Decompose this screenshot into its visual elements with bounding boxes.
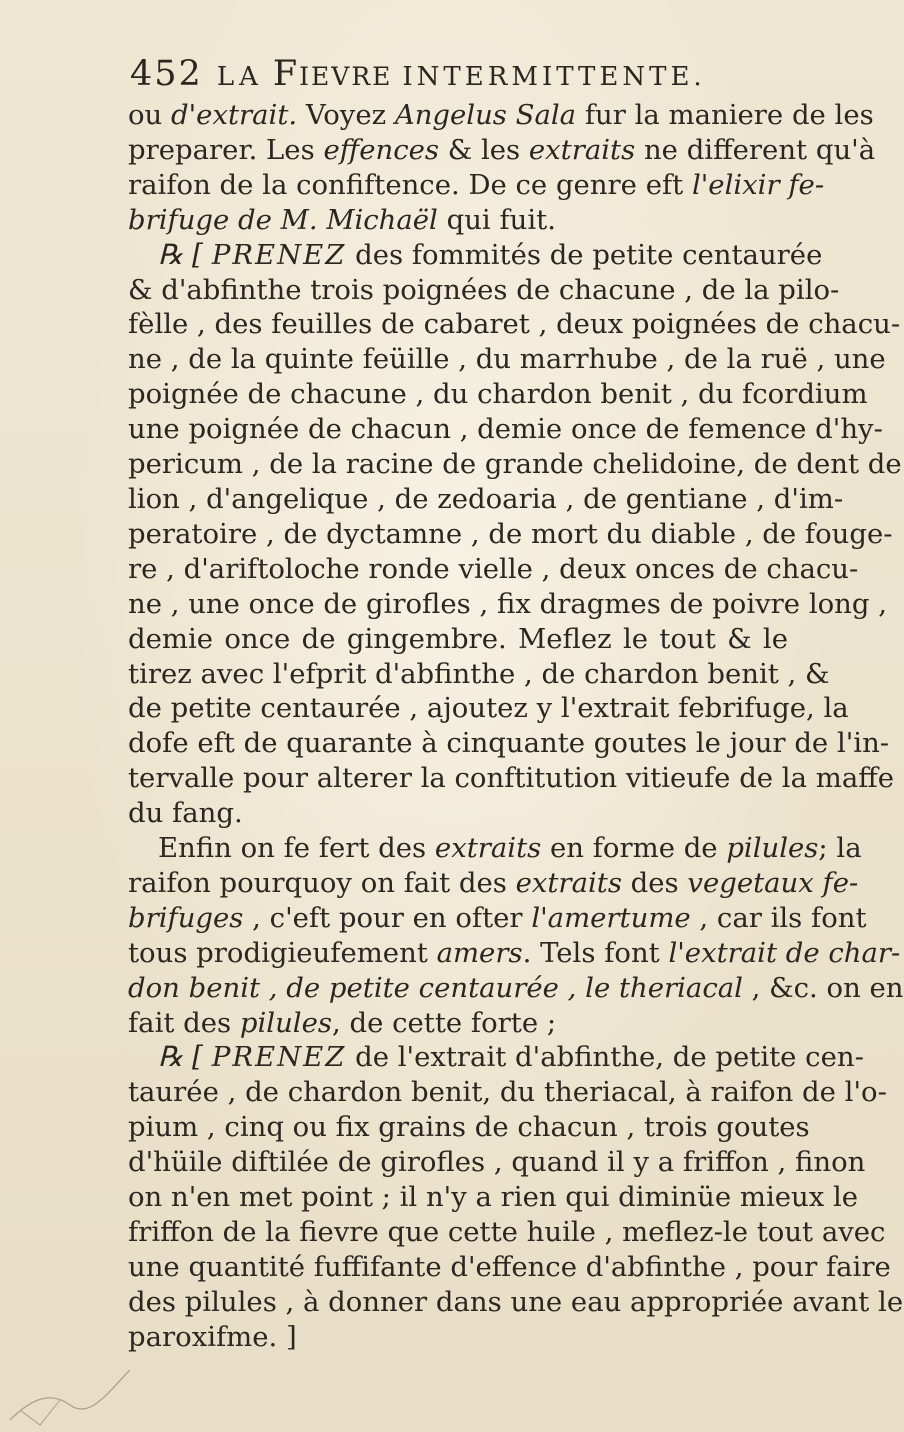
text-line: poignée de chacune , du chardon benit , du fcordium	[128, 378, 868, 411]
text-span-italic: vegetaux fe-	[687, 866, 859, 899]
text-span: des	[621, 866, 688, 899]
text-line	[128, 971, 904, 1006]
text-span-italic: pilules	[239, 1006, 332, 1039]
text-span: Enfin on fe fert des	[158, 832, 435, 865]
text-line	[128, 237, 823, 273]
text-span: , &c. on en	[742, 971, 904, 1004]
text-span: tous prodigieufement	[128, 936, 437, 969]
text-span-italic: don benit , de petite centaurée , le theriacal	[128, 971, 743, 1004]
text-line: une quantité fuffifante d'effence d'abfinthe , pour faire	[128, 1250, 891, 1283]
text-line: lion , d'angelique , de zedoaria , de gentiane , d'im-	[128, 482, 844, 515]
pencil-scribble-mark	[0, 1330, 140, 1430]
running-head	[130, 54, 750, 94]
running-head-intermittente: INTERMITTENTE.	[402, 62, 706, 92]
text-span-italic: l'amertume	[531, 901, 691, 934]
text-line: demie once de gingembre. Meflez le tout & le	[128, 622, 788, 655]
text-span: raifon de la confiftence. De ce genre eft	[128, 168, 692, 201]
recipe-symbol: ℞ [	[158, 1040, 212, 1074]
text-line	[128, 1006, 788, 1041]
text-span: preparer. Les	[128, 133, 324, 166]
text-line: friffon de la fievre que cette huile , meflez-le tout avec	[128, 1216, 886, 1248]
text-line: tervalle pour alterer la conftitution vitieufe de la maffe	[128, 762, 895, 795]
text-span-italic: extraits	[434, 832, 542, 865]
text-line	[128, 1040, 864, 1075]
text-line: paroxifme. ]	[128, 1320, 297, 1353]
text-span: ou	[128, 99, 172, 131]
text-span: de l'extrait d'abfinthe, de petite cen-	[346, 1041, 864, 1074]
text-span: ne different qu'à	[635, 133, 876, 166]
text-span: fur la maniere de les	[576, 99, 874, 131]
text-span: raifon pourquoy on fait des	[128, 866, 516, 899]
text-span-italic: l'elixir fe-	[691, 168, 825, 201]
text-span-italic: PRENEZ	[211, 238, 347, 271]
text-line	[128, 831, 862, 866]
text-span-italic: pilules	[726, 832, 819, 865]
page-number: 452	[130, 54, 203, 94]
text-line: des pilules , à donner dans une eau appropriée avant le	[128, 1285, 904, 1318]
text-span-italic: brifuge de M. Michaël	[128, 203, 438, 236]
text-span-italic: brifuges	[128, 901, 244, 934]
text-line	[128, 866, 859, 901]
text-span: fait des	[128, 1006, 240, 1039]
text-span-italic: amers	[436, 936, 523, 969]
text-line: ne , une once de girofles , fix dragmes de poivre long ,	[128, 587, 887, 620]
text-span-italic: l'extrait de char-	[668, 936, 901, 969]
text-span: , c'eft pour en ofter	[243, 901, 532, 934]
body-text	[128, 98, 904, 1355]
text-line: pericum , de la racine de grande chelidoine, de dent de	[128, 448, 902, 481]
text-line: de petite centaurée , ajoutez y l'extrait febrifuge, la	[128, 692, 849, 725]
text-span: qui fuit.	[437, 203, 556, 236]
text-line: taurée , de chardon benit, du theriacal, à raifon de l'o-	[128, 1076, 887, 1109]
text-line	[128, 203, 788, 238]
text-line: tirez avec l'efprit d'abfinthe , de chardon benit , &	[128, 657, 830, 690]
running-head-fievre: Fievre	[272, 54, 393, 94]
text-line: & d'abfinthe trois poignées de chacune , de la pilo-	[128, 273, 840, 306]
text-span-italic: PRENEZ	[211, 1041, 347, 1074]
text-span: , de cette forte ;	[332, 1006, 557, 1039]
text-line: d'hüile diftilée de girofles , quand il y a friffon , finon	[128, 1146, 866, 1179]
recipe-symbol: ℞ [	[158, 237, 212, 271]
text-line	[128, 133, 876, 168]
text-span-italic: extraits	[515, 866, 622, 899]
text-line: pium , cinq ou fix grains de chacun , trois goutes	[128, 1111, 810, 1144]
text-span: . Tels font	[522, 936, 669, 969]
text-line	[128, 98, 874, 133]
text-span-italic: extraits	[528, 133, 636, 166]
text-line: du fang.	[128, 797, 243, 830]
text-line: dofe eft de quarante à cinquante goutes le jour de l'in-	[128, 727, 890, 760]
text-line	[128, 168, 825, 203]
text-line: ne , de la quinte feüille , du marrhube , de la ruë , une	[128, 343, 886, 376]
text-line: fèlle , des feuilles de cabaret , deux poignées de chacu-	[128, 308, 901, 341]
running-head-la: LA	[216, 62, 263, 92]
text-span: , car ils font	[690, 901, 867, 934]
text-span: des fommités de petite centaurée	[346, 238, 823, 271]
text-line	[128, 936, 901, 971]
text-span-italic: effences	[323, 133, 439, 166]
text-line: on n'en met point ; il n'y a rien qui diminüe mieux le	[128, 1181, 859, 1214]
text-span-italic: Angelus Sala	[394, 99, 577, 131]
text-line	[128, 901, 867, 936]
text-span-italic: d'extrait.	[171, 99, 298, 131]
text-span: en forme de	[541, 832, 727, 865]
text-span: ; la	[818, 832, 862, 865]
text-span: Voyez	[297, 99, 395, 131]
text-line: peratoire , de dyctamne , de mort du diable , de fouge-	[128, 517, 893, 550]
text-line: re , d'ariftoloche ronde vielle , deux onces de chacu-	[128, 552, 859, 585]
text-line: une poignée de chacun , demie once de femence d'hy-	[128, 413, 883, 446]
text-span: & les	[439, 133, 529, 166]
